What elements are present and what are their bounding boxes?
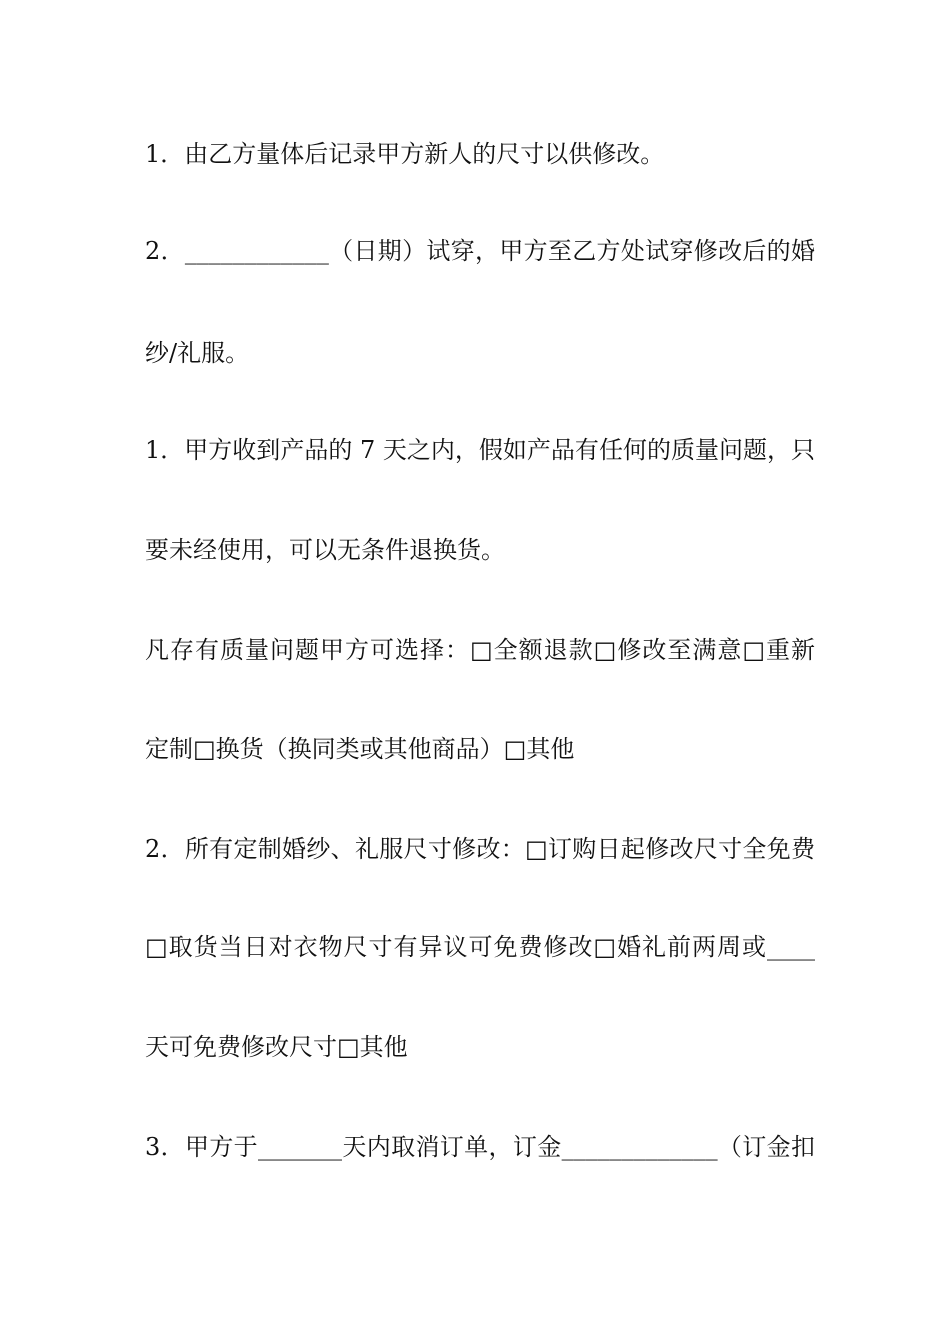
clause-quality-options: 凡存有质量问题甲方可选择：□全额退款□修改至满意□重新 (145, 636, 815, 664)
clause-size-alteration: 2．所有定制婚纱、礼服尺寸修改：□订购日起修改尺寸全免费 (145, 835, 815, 863)
clause-return-policy-cont: 要未经使用，可以无条件退换货。 (145, 536, 505, 564)
clause-fitting-date-cont: 纱/礼服。 (145, 339, 250, 367)
clause-size-alteration-end: 天可免费修改尺寸□其他 (145, 1033, 408, 1061)
clause-order-cancellation: 3．甲方于_______天内取消订单，订金_____________（订金扣 (145, 1133, 815, 1161)
clause-quality-options-cont: 定制□换货（换同类或其他商品）□其他 (145, 735, 575, 763)
clause-size-alteration-cont: □取货当日对衣物尺寸有异议可免费修改□婚礼前两周或____ (145, 933, 815, 961)
clause-fitting-date: 2．____________（日期）试穿，甲方至乙方处试穿修改后的婚 (145, 237, 815, 265)
clause-return-policy: 1．甲方收到产品的 7 天之内，假如产品有任何的质量问题，只 (145, 436, 815, 464)
clause-fitting-measurement: 1．由乙方量体后记录甲方新人的尺寸以供修改。 (145, 140, 665, 168)
